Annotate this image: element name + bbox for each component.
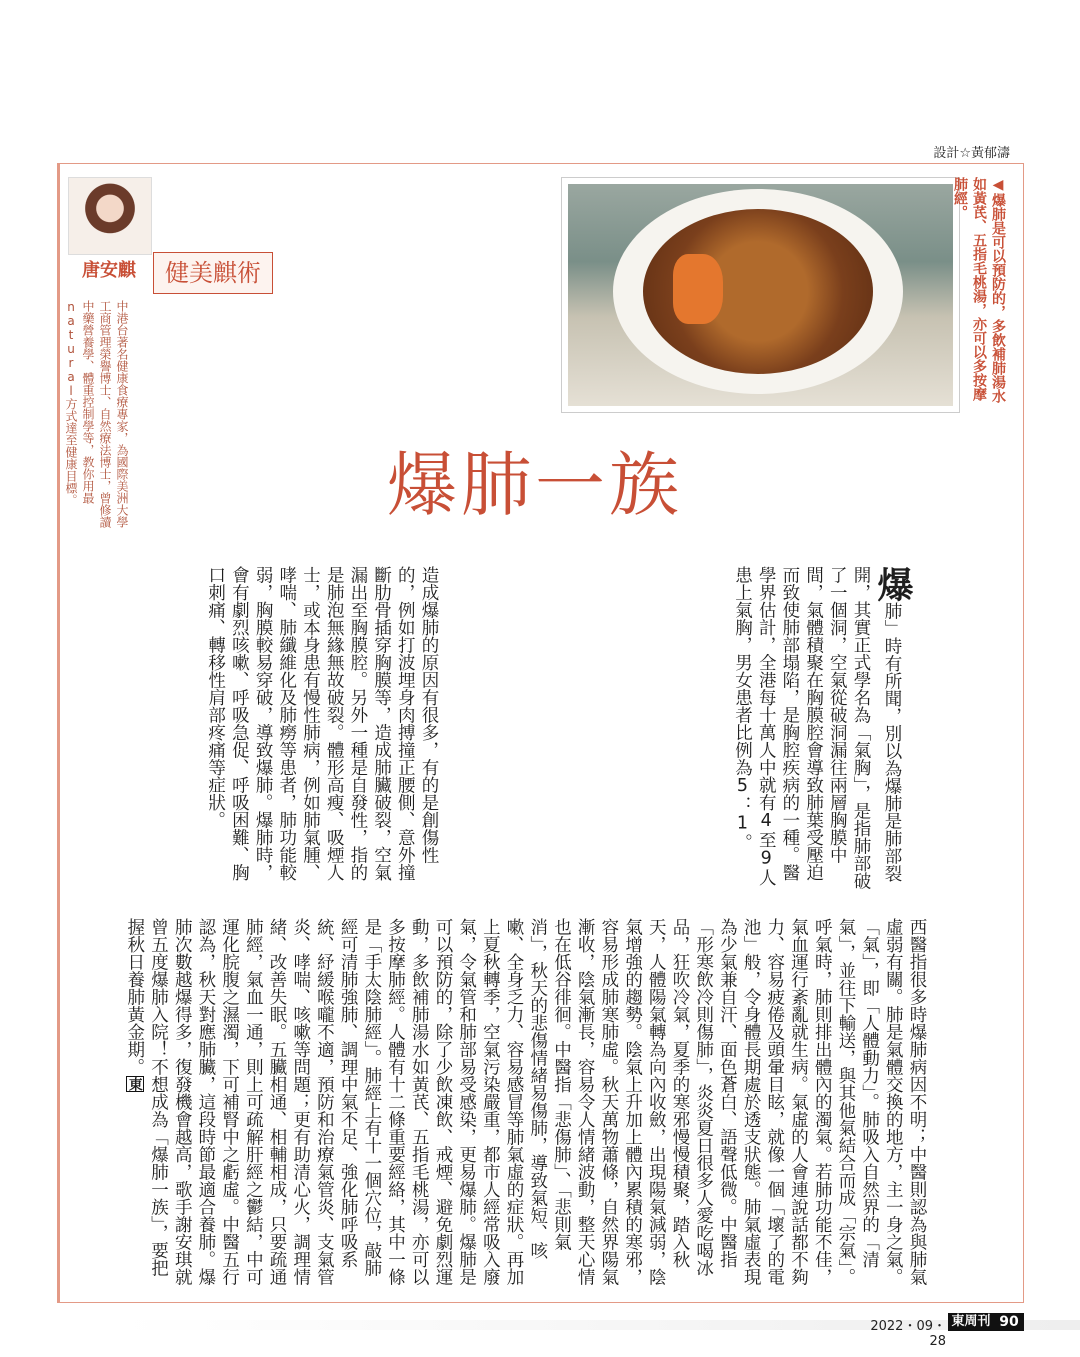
soup-photo-image	[568, 184, 953, 406]
dropcap: 爆	[872, 566, 913, 602]
paragraph-tcm: 西醫指很多時爆肺病因不明；中醫則認為與肺氣虛弱有關。肺是氣體交換的地方，主一身之氣。「氣」，即「人體動力」。肺吸入自然界的「清氣」，並往下輸送，與其他氣結合而成「宗氣」。呼氣時，肺則排出體內的濁氣。若肺功能不佳，氣血運行紊亂就生病。氣虛的人會連說話都不夠力、容易疲倦及頭暈目眩，就像一個「壞了的電池」般，令身體長期處於透支狀態。肺氣虛表現為少氣兼自汗、面色蒼白、語聲低微。中醫指「形寒飲冷則傷肺」，炎炎夏日很多人愛吃喝冰品，狂吹冷氣，夏季的寒邪慢慢積聚，踏入秋天，人體陽氣轉為向內收斂，出現陽氣減弱，陰氣增強的趨勢。陰氣上升加上體內累積的寒邪，容易形成肺寒肺虛。秋天萬物蕭條，自然界陽氣漸收，陰氣漸長，容易令人情緒波動，整天心情也在低谷徘徊。中醫指「悲傷肺」、「悲則氣消」，秋天的悲傷情緒易傷肺，導致氣短、咳嗽、全身乏力、容易感冒等肺氣虛的症狀。再加上夏秋轉季，空氣污染嚴重，都市人經常吸入廢氣，令氣管和肺部易受感染，更易爆肺。爆肺是可以預防的，除了少飲凍飲、戒煙、避免劇烈運動，多飲補肺湯水如黃芪、五指毛桃湯，亦可以多按摩肺經。人體有十二條重要經絡，其中一條是「手太陰肺經」。肺經上有十一個穴位，敲肺經可清肺強肺、調理中氣不足、強化肺呼吸系統、紓緩喉嚨不適，預防和治療氣管炎、支氣管炎、哮喘、咳嗽等問題；更有助清心火，調理情緒、改善失眠。五臟相通、相輔相成，只要疏通肺經，氣血一通，則上可疏解肝經之鬱結，中可運化脘腹之濕濁，下可補腎中之虧虛。中醫五行認為，秋天對應肺臟，這段時節最適合養肺。爆肺次數越爆得多，復發機會越高，歌手謝安琪就曾五度爆肺入院！不想成為「爆肺一族」，要把握秋日養肺黃金期。	[124, 918, 927, 1286]
issue-date: 2022・09・28	[870, 1319, 946, 1349]
article-body-upper-right	[730, 566, 912, 898]
carrot-shape	[673, 254, 723, 324]
author-name: 唐安麒	[82, 260, 136, 281]
article-body-lower	[124, 918, 928, 1294]
end-mark: 東	[126, 1076, 143, 1091]
author-avatar	[68, 177, 152, 255]
photo-caption: ◀爆肺是可以預防的，多飲補肺湯水如黃芪、五指毛桃湯，亦可以多按摩肺經。	[952, 177, 1006, 403]
paragraph-intro: 肺」時有所聞，別以為爆肺是肺部裂開，其實正式學名為「氣胸」，是指肺部破了一個洞，空氣從破洞漏往兩層胸膜中間，氣體積聚在胸膜腔會導致肺葉受壓迫而致使肺部塌陷，是胸腔疾病的一種。醫學界估計，全港每十萬人中就有4至9人患上氣胸，男女患者比例為5：1。	[732, 566, 902, 890]
article-title: 爆肺一族	[387, 444, 683, 526]
page-number: 90	[994, 1313, 1024, 1331]
magazine-name: 東周刊	[948, 1313, 994, 1331]
author-bio: 中港台著名健康食療專家，為國際美洲大學工商管理榮譽博士、自然療法博士，曾修讀中藥營養學、體重控制學等，教你用最natural方式達至健康目標。	[64, 300, 129, 528]
design-credit: 設計☆黃郁濤	[933, 146, 1010, 161]
soup-photo	[561, 177, 960, 413]
article-body-upper-left	[130, 566, 440, 898]
paragraph-causes: 造成爆肺的原因有很多，有的是創傷性的，例如打波埋身肉搏撞正腰側、意外撞斷肋骨插穿胸膜等，造成肺臟破裂，空氣漏出至胸膜腔。另外一種是自發性，指的是肺泡無緣無故破裂。體形高瘦、吸煙人士，或本身患有慢性肺病，例如肺氣腫、哮喘、肺纖維化及肺癆等患者，肺功能較弱，胸膜較易穿破，導致爆肺。爆肺時，會有劇烈咳嗽、呼吸急促、呼吸困難、胸口刺痛、轉移性肩部疼痛等症狀。	[205, 566, 439, 881]
column-title-badge: 健美麒術	[153, 252, 273, 294]
frame-accent-rule	[57, 163, 60, 1303]
